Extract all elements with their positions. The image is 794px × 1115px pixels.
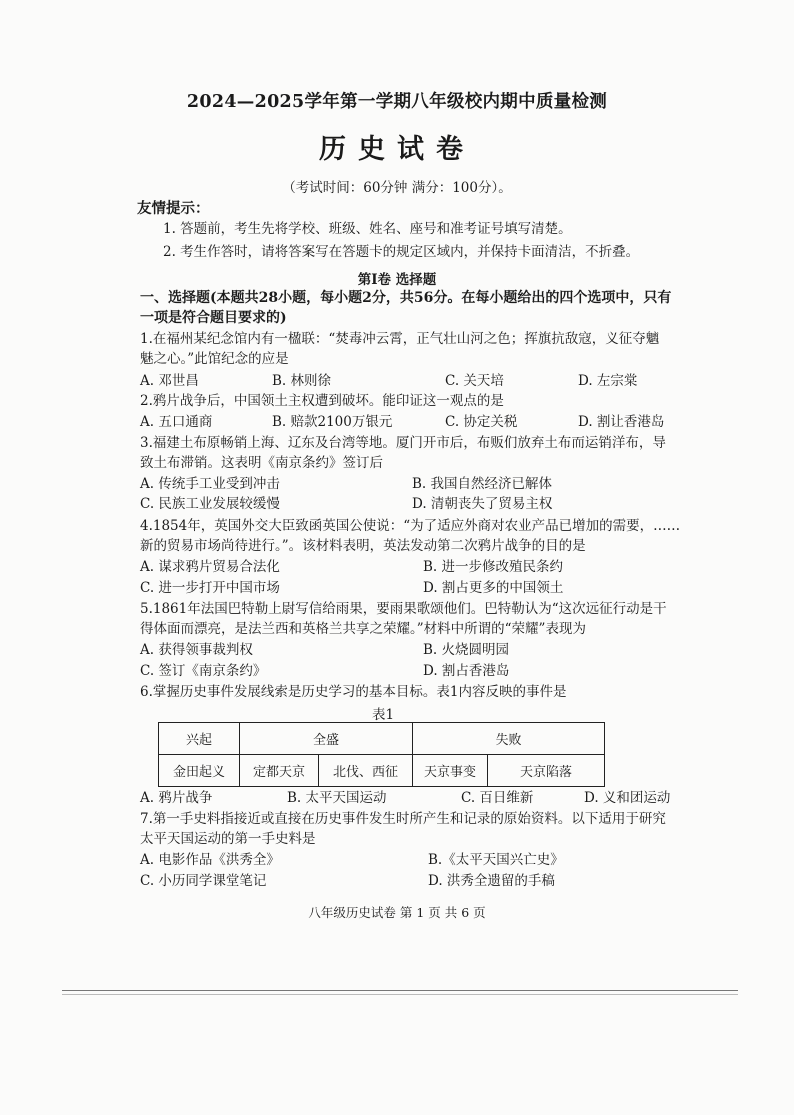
q3-stem-line2: 致土布滞销。这表明《南京条约》签订后 <box>140 455 383 471</box>
q6-option-c: C. 百日维新 <box>461 790 534 806</box>
q1-option-a: A. 邓世昌 <box>140 373 199 389</box>
table-header-failure: 失败 <box>413 723 605 755</box>
q5-stem-line2: 得体面而漂亮，是法兰西和英格兰共享之荣耀。”材料中所谓的“荣耀”表现为 <box>140 621 586 637</box>
part-title: 第Ⅰ卷 选择题 <box>357 272 437 288</box>
tips-heading: 友情提示： <box>137 200 210 217</box>
table-cell: 定都天京 <box>240 755 319 787</box>
q2-stem: 2.鸦片战争后，中国领土主权遭到破坏。能印证这一观点的是 <box>140 393 504 409</box>
q5-option-b: B. 火烧圆明园 <box>423 642 510 658</box>
section-heading-line1: 一、选择题(本题共28小题，每小题2分，共56分。在每小题给出的四个选项中，只有 <box>140 290 672 306</box>
q3-option-c: C. 民族工业发展较缓慢 <box>140 496 280 512</box>
q6-option-a: A. 鸦片战争 <box>140 790 213 806</box>
q4-option-b: B. 进一步修改殖民条约 <box>423 559 564 575</box>
q1-stem-line1: 1.在福州某纪念馆内有一楹联：“焚毒冲云霄，正气壮山河之色；挥旗抗敌寇，义征夺魑 <box>140 331 660 347</box>
q3-option-d: D. 清朝丧失了贸易主权 <box>412 496 553 512</box>
scan-edge-line <box>62 990 738 991</box>
q6-option-d: D. 义和团运动 <box>584 790 671 806</box>
q2-option-c: C. 协定关税 <box>445 414 518 430</box>
q3-option-b: B. 我国自然经济已解体 <box>412 476 553 492</box>
q4-option-a: A. 谋求鸦片贸易合法化 <box>140 559 280 575</box>
q6-option-b: B. 太平天国运动 <box>287 790 387 806</box>
q3-stem-line1: 3.福建土布原畅销上海、辽东及台湾等地。厦门开市后，布贩们放弃土布而运销洋布，导 <box>140 435 666 451</box>
q7-stem-line2: 太平天国运动的第一手史料是 <box>140 831 316 847</box>
table-cell: 金田起义 <box>159 755 240 787</box>
q7-stem-line1: 7.第一手史料指接近或直接在历史事件发生时所产生和记录的原始资料。以下适用于研究 <box>140 811 666 827</box>
q6-stem: 6.掌握历史事件发展线索是历史学习的基本目标。表1内容反映的事件是 <box>140 684 567 700</box>
exam-title: 2024—2025学年第一学期八年级校内期中质量检测 <box>186 92 608 112</box>
q7-option-c: C. 小历同学课堂笔记 <box>140 873 267 889</box>
scan-edge-line <box>62 994 738 995</box>
q4-stem-line2: 新的贸易市场尚待进行。”。该材料表明，英法发动第二次鸦片战争的目的是 <box>140 538 586 554</box>
q5-option-c: C. 签订《南京条约》 <box>140 663 267 679</box>
table-header-rise: 兴起 <box>159 723 240 755</box>
table-caption: 表1 <box>371 707 395 723</box>
tip-2: 2. 考生作答时，请将答案写在答题卡的规定区域内，并保持卡面清洁，不折叠。 <box>163 244 640 260</box>
q2-option-d: D. 割让香港岛 <box>578 414 665 430</box>
table-header-peak: 全盛 <box>240 723 413 755</box>
table-cell: 天京事变 <box>413 755 488 787</box>
q7-option-a: A. 电影作品《洪秀全》 <box>140 852 280 868</box>
q1-option-d: D. 左宗棠 <box>578 373 638 389</box>
q7-option-b: B.《太平天国兴亡史》 <box>428 852 564 868</box>
q7-option-d: D. 洪秀全遗留的手稿 <box>428 873 555 889</box>
section-heading-line2: 一项是符合题目要求的) <box>140 310 287 326</box>
subject-title: 历史试卷 <box>319 134 475 165</box>
event-table <box>158 722 605 787</box>
q3-option-a: A. 传统手工业受到冲击 <box>140 476 280 492</box>
exam-meta: （考试时间：60分钟 满分：100分）。 <box>282 180 512 196</box>
q1-option-c: C. 关天培 <box>445 373 504 389</box>
tip-1: 1. 答题前，考生先将学校、班级、姓名、座号和准考证号填写清楚。 <box>163 221 572 237</box>
q1-option-b: B. 林则徐 <box>272 373 332 389</box>
q5-option-a: A. 获得领事裁判权 <box>140 642 253 658</box>
table-cell: 天京陷落 <box>488 755 605 787</box>
q5-stem-line1: 5.1861年法国巴特勒上尉写信给雨果，要雨果歌颂他们。巴特勒认为“这次远征行动是干 <box>140 601 667 617</box>
q1-stem-line2: 魅之心。”此馆纪念的应是 <box>140 351 289 367</box>
q4-option-d: D. 割占更多的中国领土 <box>423 580 564 596</box>
table-cell: 北伐、西征 <box>319 755 413 787</box>
q2-option-b: B. 赔款2100万银元 <box>272 414 393 430</box>
q5-option-d: D. 割占香港岛 <box>423 663 510 679</box>
q2-option-a: A. 五口通商 <box>140 414 213 430</box>
page-footer: 八年级历史试卷 第 1 页 共 6 页 <box>308 905 486 920</box>
q4-option-c: C. 进一步打开中国市场 <box>140 580 280 596</box>
q4-stem-line1: 4.1854年，英国外交大臣致函英国公使说：“为了适应外商对农业产品已增加的需要，…… <box>140 518 681 534</box>
